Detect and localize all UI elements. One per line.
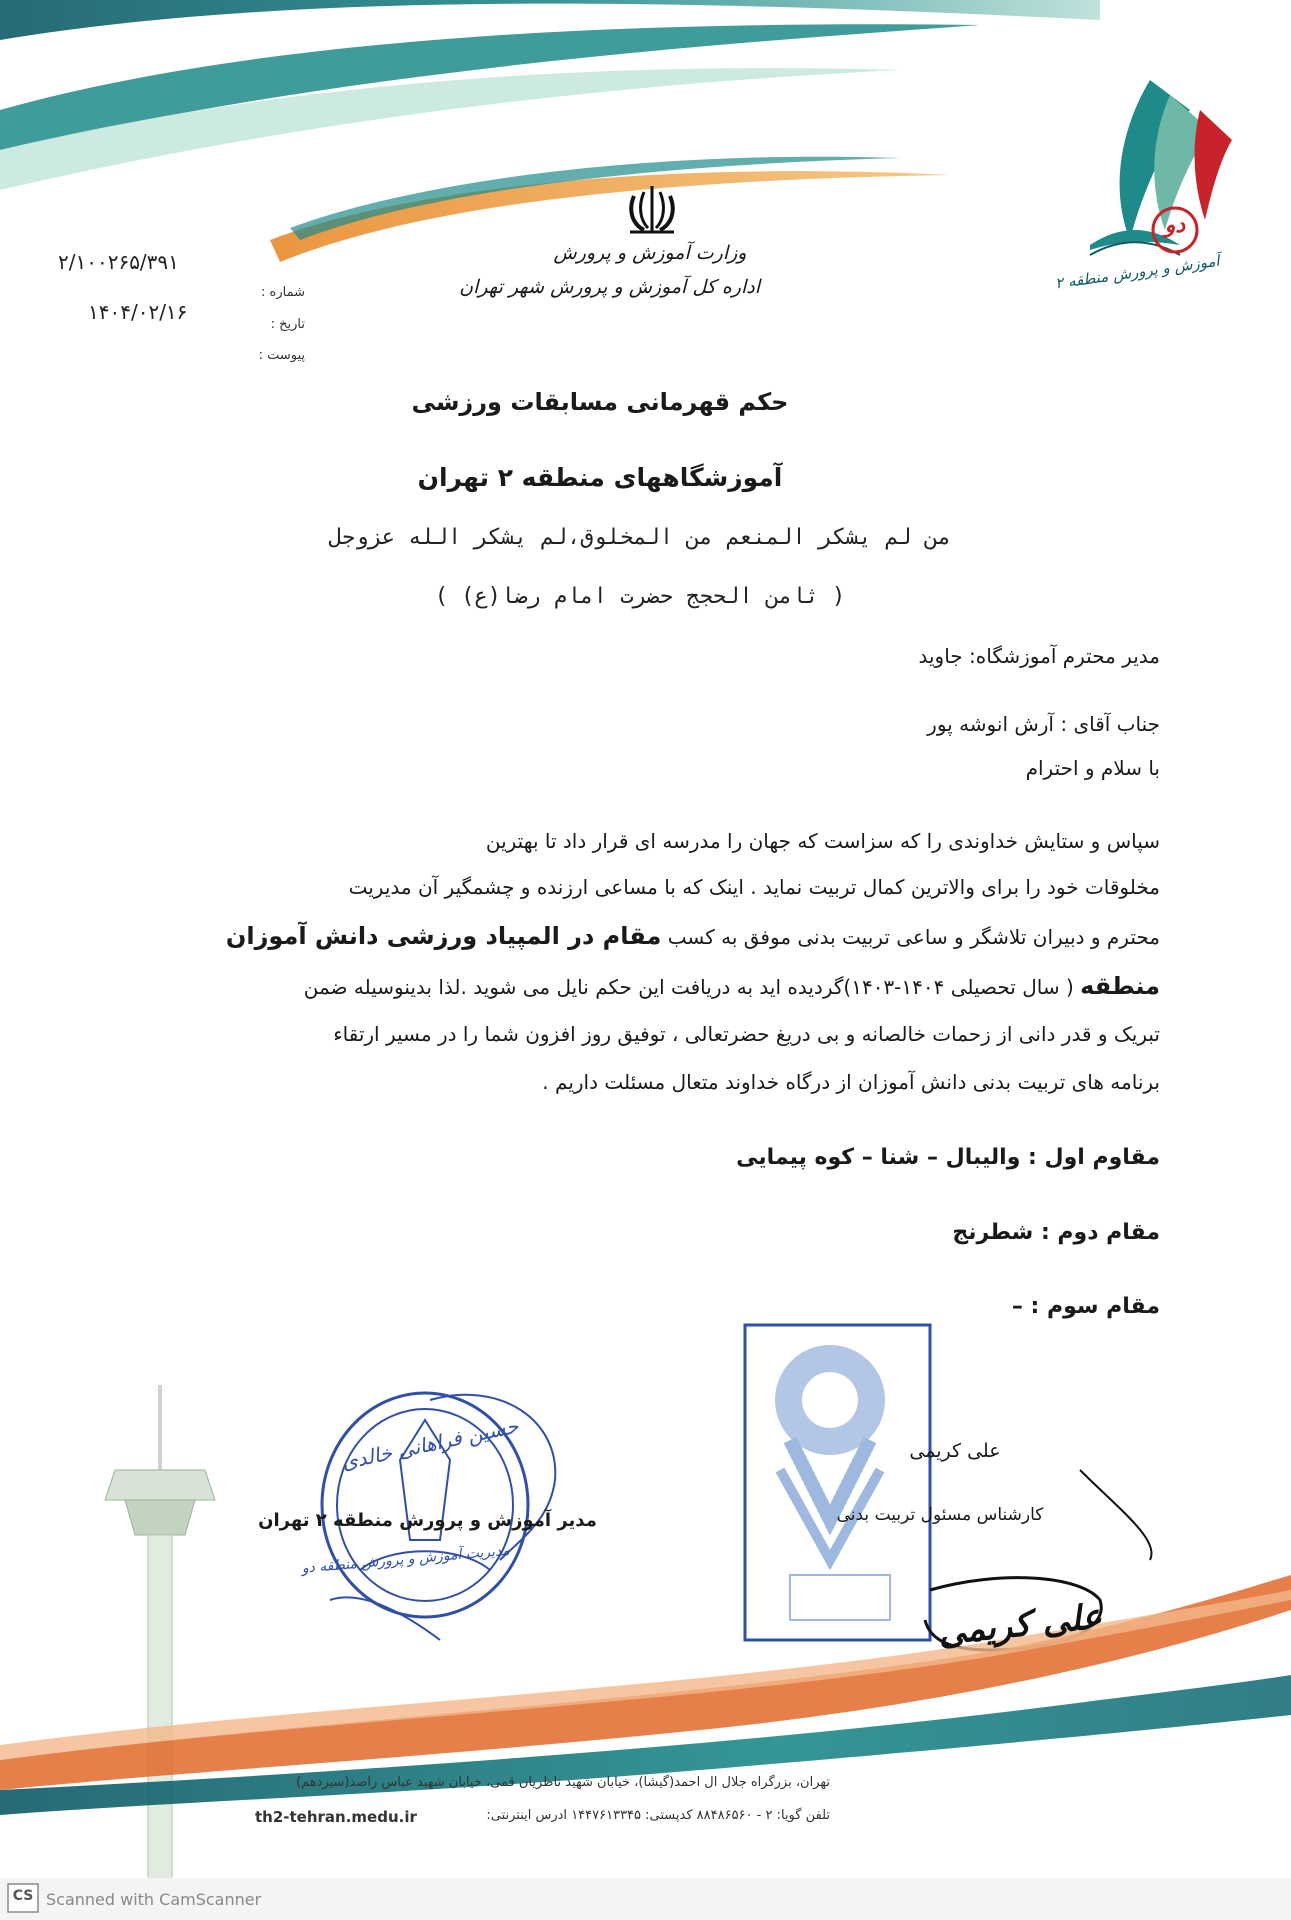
body-line-3-plain: محترم و دبیران تلاشگر و ساعی تربیت بدنی موفق به کسب xyxy=(667,925,1160,949)
left-signer-title: مدیر آموزش و پرورش منطقه ۲ تهران xyxy=(258,1510,597,1531)
body-line-6: برنامه های تربیت بدنی دانش آموزان از درگاه خداوند متعال مسئلت داریم . xyxy=(542,1070,1160,1094)
rank-third: مقام سوم : – xyxy=(1011,1294,1160,1319)
footer-address: تهران، بزرگراه جلال ال احمد(گیشا)، خیابان شهید ناظریان قمی، خیابان شهید عباس راصد(سیزدهم) xyxy=(296,1775,830,1790)
body-line-5: تبریک و قدر دانی از زحمات خالصانه و بی دریغ حضرتعالی ، توفیق روز افزون شما را در مسیر ارتقاء xyxy=(333,1022,1160,1046)
recipient-line: جناب آقای : آرش انوشه پور xyxy=(927,712,1160,736)
principal-line: مدیر محترم آموزشگاه: جاوید xyxy=(918,644,1160,668)
body-line-1: سپاس و ستایش خداوندی را که سزاست که جهان را مدرسه ای قرار داد تا بهترین xyxy=(485,829,1160,853)
body-line-2: مخلوقات خود را برای والاترین کمال تربیت نماید . اینک که با مساعی ارزنده و چشمگیر آن مدیریت xyxy=(348,875,1160,899)
hadith-source: ( ثامن الحجج حضرت امام رضا(ع) ) xyxy=(434,584,846,609)
greeting-line: با سلام و احترام xyxy=(1025,756,1160,780)
attachment-label: پیوست : xyxy=(258,348,305,363)
body-line-4 xyxy=(170,972,1160,1000)
footer-url: th2-tehran.medu.ir xyxy=(255,1808,417,1826)
region-logo-text: آموزش و پرورش منطقه ۲ xyxy=(1053,251,1221,293)
right-signer-title: کارشناس مسئول تربیت بدنی xyxy=(836,1505,1044,1525)
rank-second: مقام دوم : شطرنج xyxy=(952,1220,1160,1245)
right-signer-name: علی کریمی xyxy=(909,1440,1001,1462)
body-line-3-bold: مقام در المپیاد ورزشی دانش آموزان xyxy=(225,922,662,950)
ministry-line1: وزارت آموزش و پرورش xyxy=(553,242,747,264)
document-subtitle: آموزشگاههای منطقه ۲ تهران xyxy=(417,463,783,492)
body-line-4-bold: منطقه xyxy=(1080,972,1160,1000)
body-line-4-plain: ( سال تحصیلی ۱۴۰۴-۱۴۰۳)گردیده اید به دریافت این حکم نایل می شوید .لذا بدینوسیله ضمن xyxy=(303,975,1074,999)
hadith-quote: من لم یشکر المنعم من المخلوق،لم یشکر الله عزوجل xyxy=(328,525,952,550)
region-logo-numeral: دو xyxy=(1164,212,1186,238)
right-rect-stamp xyxy=(745,1325,930,1640)
date-value: ۱۴۰۴/۰۲/۱۶ xyxy=(88,300,188,324)
left-stamp-text: مدیریت آموزش و پرورش منطقه دو xyxy=(301,1542,511,1577)
camscanner-badge: CS xyxy=(12,1888,34,1904)
iran-emblem-icon xyxy=(630,186,674,232)
number-value: ۲/۱۰۰۲۶۵/۳۹۱ xyxy=(58,250,179,274)
footer-contact: تلفن گویا: ۲ - ۸۸۴۸۶۵۶۰ کدپستی: ۱۴۴۷۶۱۳۳۴۵ ادرس اینترنتی: xyxy=(486,1808,830,1823)
body-line-3 xyxy=(170,922,1160,950)
number-label: شماره : xyxy=(261,285,305,300)
date-label: تاریخ : xyxy=(270,317,305,332)
document-title: حکم قهرمانی مسابقات ورزشی xyxy=(411,388,789,416)
camscanner-label: Scanned with CamScanner xyxy=(46,1890,262,1909)
rank-first: مقاوم اول : والیبال – شنا – کوه پیمایی xyxy=(736,1145,1160,1170)
milad-tower-icon xyxy=(95,1385,225,1905)
left-signer-name: حسین فراهانی خالدی xyxy=(339,1413,521,1475)
top-swoosh xyxy=(0,0,1100,262)
ministry-line2: اداره کل آموزش و پرورش شهر تهران xyxy=(459,276,760,298)
right-handwritten-signature: علی کریمی xyxy=(936,1596,1104,1654)
